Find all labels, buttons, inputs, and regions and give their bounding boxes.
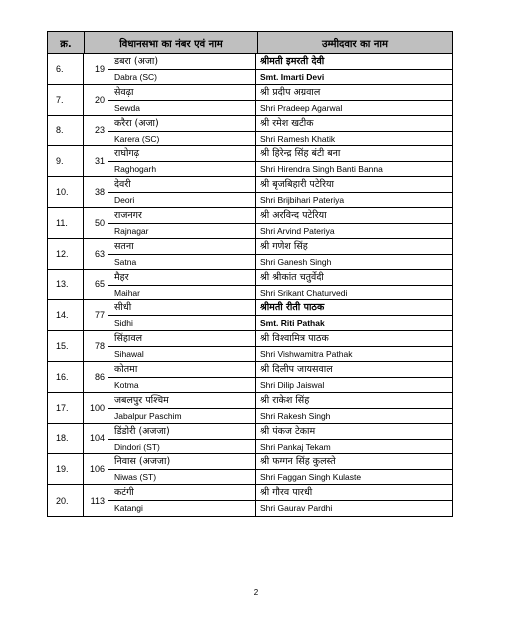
constituency-name-hindi: डिंडोरी (अजजा) bbox=[108, 424, 255, 440]
candidate-name-english: Shri Vishwamitra Pathak bbox=[260, 349, 353, 360]
table-row bbox=[48, 270, 452, 301]
candidate-name-hindi: श्री हिरेन्द्र सिंह बंटी बना bbox=[256, 146, 452, 162]
constituency-name-english: Dindori (ST) bbox=[114, 441, 160, 452]
constituency-name-hindi: जबलपुर पश्चिम bbox=[108, 393, 255, 409]
table-header bbox=[48, 32, 452, 54]
candidate-name-english: Shri Hirendra Singh Banti Banna bbox=[260, 164, 383, 175]
constituency-name-english: Sidhi bbox=[114, 318, 133, 329]
constituency-number: 20 bbox=[94, 94, 105, 105]
constituency-cell bbox=[108, 300, 256, 330]
constituency-name-hindi: सीधी bbox=[108, 300, 255, 316]
constituency-name-hindi: मैहर bbox=[108, 270, 255, 286]
row-serial: 7. bbox=[48, 85, 84, 115]
candidate-name-english: Smt. Riti Pathak bbox=[260, 318, 325, 329]
constituency-name-hindi: करैरा (अजा) bbox=[108, 116, 255, 132]
constituency-name-hindi: कोतमा bbox=[108, 362, 255, 378]
constituency-number: 38 bbox=[94, 187, 105, 198]
header-candidate: उम्मीदवार का नाम bbox=[322, 38, 388, 50]
row-serial: 17. bbox=[48, 393, 84, 423]
constituency-cell bbox=[108, 270, 256, 300]
candidate-name-hindi: श्री गणेश सिंह bbox=[256, 239, 452, 255]
constituency-name-hindi: राजनगर bbox=[108, 208, 255, 224]
constituency-cell bbox=[108, 54, 256, 84]
candidate-name-english: Shri Ganesh Singh bbox=[260, 256, 332, 267]
constituency-cell bbox=[108, 454, 256, 484]
constituency-cell bbox=[108, 116, 256, 146]
candidate-name-english: Shri Gaurav Pardhi bbox=[260, 503, 333, 514]
candidate-name-hindi: श्री श्रीकांत चतुर्वेदी bbox=[256, 270, 452, 286]
constituency-number: 100 bbox=[89, 402, 105, 413]
constituency-number: 63 bbox=[94, 248, 105, 259]
constituency-name-english: Maihar bbox=[114, 287, 140, 298]
row-serial: 16. bbox=[48, 362, 84, 392]
constituency-name-hindi: सेवढ़ा bbox=[108, 85, 255, 101]
candidate-name-english: Shri Dilip Jaiswal bbox=[260, 379, 325, 390]
candidate-cell bbox=[256, 424, 452, 454]
header-constituency: विधानसभा का नंबर एवं नाम bbox=[85, 32, 258, 53]
table-row bbox=[48, 362, 452, 393]
candidate-cell bbox=[256, 331, 452, 361]
candidate-name-english: Shri Pradeep Agarwal bbox=[260, 102, 343, 113]
header-serial: क्र. bbox=[48, 32, 85, 53]
constituency-name-hindi: देवरी bbox=[108, 177, 255, 193]
constituency-number: 106 bbox=[89, 464, 105, 475]
table-row bbox=[48, 116, 452, 147]
constituency-name-english: Rajnagar bbox=[114, 225, 149, 236]
constituency-name-english: Kotma bbox=[114, 379, 139, 390]
constituency-name-hindi: कटंगी bbox=[108, 485, 255, 501]
candidate-name-hindi: श्री रमेश खटीक bbox=[256, 116, 452, 132]
constituency-name-hindi: निवास (अजजा) bbox=[108, 454, 255, 470]
constituency-name-english: Sihawal bbox=[114, 349, 144, 360]
candidate-name-english: Shri Rakesh Singh bbox=[260, 410, 331, 421]
constituency-cell bbox=[108, 208, 256, 238]
candidate-cell bbox=[256, 393, 452, 423]
candidate-name-hindi: श्री विश्वामित्र पाठक bbox=[256, 331, 452, 347]
candidate-name-english: Smt. Imarti Devi bbox=[260, 72, 325, 82]
candidate-name-hindi: श्री बृजबिहारी पटेरिया bbox=[256, 177, 452, 193]
row-serial: 10. bbox=[48, 177, 84, 207]
table-row bbox=[48, 331, 452, 362]
candidate-name-hindi: श्री फग्गन सिंह कुलस्ते bbox=[256, 454, 452, 470]
candidate-cell bbox=[256, 270, 452, 300]
constituency-name-english: Dabra (SC) bbox=[114, 72, 157, 82]
table-row bbox=[48, 454, 452, 485]
candidate-name-hindi: श्री अरविन्द पटेरिया bbox=[256, 208, 452, 224]
candidate-name-hindi: श्री दिलीप जायसवाल bbox=[256, 362, 452, 378]
row-serial: 12. bbox=[48, 239, 84, 269]
candidate-cell bbox=[256, 116, 452, 146]
constituency-cell bbox=[108, 393, 256, 423]
candidate-name-hindi: श्री पंकज टेकाम bbox=[256, 424, 452, 440]
constituency-name-english: Jabalpur Paschim bbox=[114, 410, 182, 421]
constituency-cell bbox=[108, 239, 256, 269]
row-serial: 11. bbox=[48, 208, 84, 238]
constituency-number: 104 bbox=[89, 433, 105, 444]
candidate-cell bbox=[256, 177, 452, 207]
constituency-cell bbox=[108, 424, 256, 454]
constituency-number: 77 bbox=[94, 310, 105, 321]
constituency-number: 23 bbox=[94, 125, 105, 136]
candidate-cell bbox=[256, 146, 452, 176]
row-serial: 19. bbox=[48, 454, 84, 484]
constituency-name-english: Niwas (ST) bbox=[114, 472, 157, 483]
constituency-number: 86 bbox=[94, 371, 105, 382]
candidate-cell bbox=[256, 239, 452, 269]
table-row bbox=[48, 177, 452, 208]
constituency-number: 31 bbox=[94, 156, 105, 167]
table-row bbox=[48, 208, 452, 239]
candidate-name-hindi: श्री राकेश सिंह bbox=[256, 393, 452, 409]
candidate-cell bbox=[256, 85, 452, 115]
constituency-number: 50 bbox=[94, 217, 105, 228]
candidate-name-hindi: श्री प्रदीप अग्रवाल bbox=[256, 85, 452, 101]
constituency-name-english: Karera (SC) bbox=[114, 133, 160, 144]
candidate-cell bbox=[256, 54, 452, 84]
constituency-name-hindi: सतना bbox=[108, 239, 255, 255]
table-row bbox=[48, 239, 452, 270]
constituency-cell bbox=[108, 85, 256, 115]
constituency-name-hindi: डबरा (अजा) bbox=[108, 54, 255, 70]
constituency-cell bbox=[108, 331, 256, 361]
constituency-cell bbox=[108, 146, 256, 176]
candidate-cell bbox=[256, 362, 452, 392]
candidate-cell bbox=[256, 485, 452, 516]
table-row bbox=[48, 393, 452, 424]
candidate-cell bbox=[256, 454, 452, 484]
table-row bbox=[48, 146, 452, 177]
constituency-number: 19 bbox=[94, 63, 105, 74]
candidate-cell bbox=[256, 208, 452, 238]
candidate-table bbox=[47, 31, 453, 517]
constituency-name-hindi: राघोगढ़ bbox=[108, 146, 255, 162]
candidate-name-hindi: श्रीमती इमरती देवी bbox=[256, 54, 452, 70]
constituency-name-english: Satna bbox=[114, 256, 137, 267]
candidate-name-hindi: श्री गौरव पारधी bbox=[256, 485, 452, 501]
candidate-name-hindi: श्रीमती रीती पाठक bbox=[256, 300, 452, 316]
row-serial: 14. bbox=[48, 300, 84, 330]
candidate-cell bbox=[256, 300, 452, 330]
constituency-name-hindi: सिंहावल bbox=[108, 331, 255, 347]
table-row bbox=[48, 485, 452, 516]
constituency-cell bbox=[108, 362, 256, 392]
constituency-cell bbox=[108, 485, 256, 516]
candidate-name-english: Shri Pankaj Tekam bbox=[260, 441, 331, 452]
constituency-number: 78 bbox=[94, 341, 105, 352]
constituency-name-english: Katangi bbox=[114, 503, 143, 514]
row-serial: 13. bbox=[48, 270, 84, 300]
table-row bbox=[48, 300, 452, 331]
row-serial: 15. bbox=[48, 331, 84, 361]
constituency-name-english: Raghogarh bbox=[114, 164, 157, 175]
candidate-name-english: Shri Srikant Chaturvedi bbox=[260, 287, 348, 298]
constituency-number: 65 bbox=[94, 279, 105, 290]
candidate-name-english: Shri Brijbihari Pateriya bbox=[260, 195, 345, 206]
table-body bbox=[48, 54, 452, 516]
candidate-name-english: Shri Ramesh Khatik bbox=[260, 133, 336, 144]
constituency-number: 113 bbox=[90, 495, 105, 506]
table-row bbox=[48, 424, 452, 455]
row-serial: 20. bbox=[48, 485, 84, 516]
row-serial: 6. bbox=[48, 54, 84, 84]
table-row bbox=[48, 85, 452, 116]
page-number: 2 bbox=[253, 588, 259, 597]
candidate-name-english: Shri Faggan Singh Kulaste bbox=[260, 472, 362, 483]
candidate-name-english: Shri Arvind Pateriya bbox=[260, 225, 335, 236]
row-serial: 9. bbox=[48, 146, 84, 176]
constituency-cell bbox=[108, 177, 256, 207]
row-serial: 18. bbox=[48, 424, 84, 454]
row-serial: 8. bbox=[48, 116, 84, 146]
table-row bbox=[48, 54, 452, 85]
constituency-name-english: Sewda bbox=[114, 102, 140, 113]
constituency-name-english: Deori bbox=[114, 195, 135, 206]
